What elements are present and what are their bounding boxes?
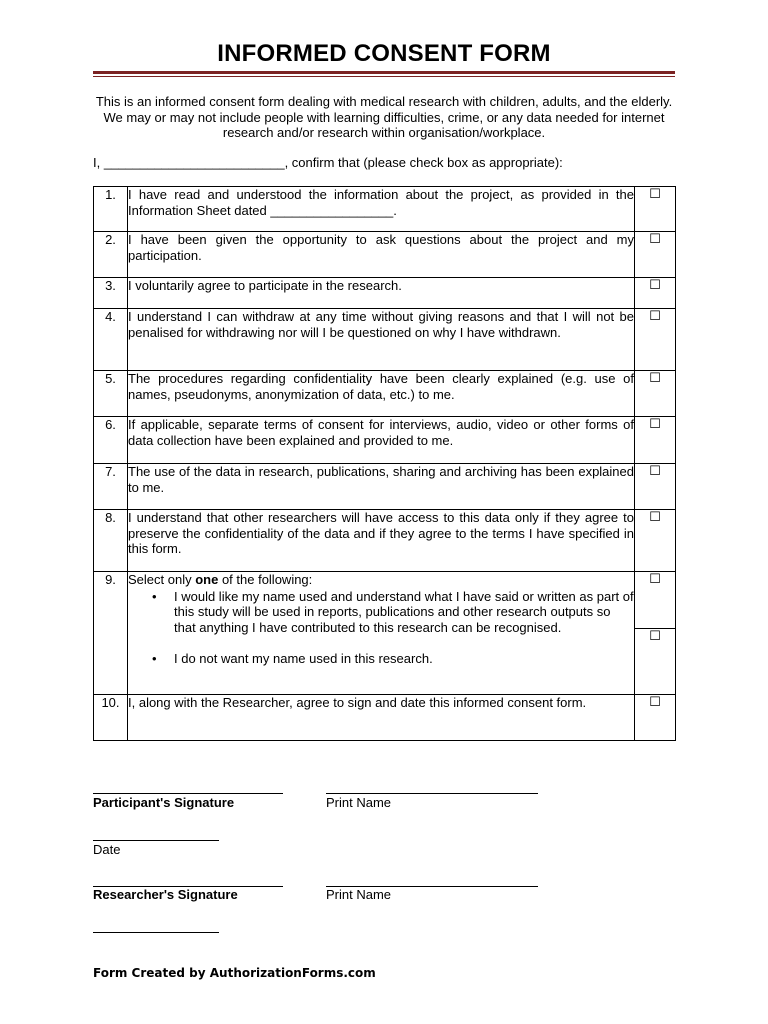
item-number: 1. bbox=[94, 187, 128, 232]
item-number: 6. bbox=[94, 417, 128, 464]
intro-paragraph: This is an informed consent form dealing with medical research with children, adults, and the elderly. We may or may not include people with learning difficulties, crime, or any data needed for internet research and/or research within organisation/workplace. bbox=[95, 94, 673, 140]
checkbox[interactable]: ☐ bbox=[635, 417, 676, 464]
consent-row bbox=[94, 417, 676, 464]
item-text-part: Select only bbox=[128, 572, 196, 587]
consent-row bbox=[94, 572, 676, 629]
checkbox[interactable]: ☐ bbox=[635, 278, 676, 309]
checkbox[interactable]: ☐ bbox=[635, 464, 676, 510]
item-text: The procedures regarding confidentiality have been clearly explained (e.g. use of names, pseudonyms, anonymization of data, etc.) to me. bbox=[128, 371, 634, 402]
item-number: 5. bbox=[94, 371, 128, 417]
item-text: I have read and understood the information about the project, as provided in the Information Sheet dated _________________. bbox=[128, 187, 634, 218]
item-number: 9. bbox=[94, 572, 128, 695]
option-use-name: • I would like my name used and understand what I have said or written as part of this study will be used in reports, publications and other research outputs so that anything I have contributed to this research can be recognised. bbox=[174, 589, 634, 636]
researcher-print-name-label: Print Name bbox=[326, 887, 392, 902]
participant-print-name-line[interactable] bbox=[326, 793, 538, 794]
checkbox[interactable]: ☐ bbox=[635, 510, 676, 572]
item-number: 10. bbox=[94, 695, 128, 741]
title-divider-thin bbox=[93, 76, 675, 77]
item-number: 4. bbox=[94, 309, 128, 371]
participant-signature-label: Participant's Signature bbox=[93, 795, 235, 810]
option-no-name: • I do not want my name used in this research. bbox=[174, 651, 634, 667]
consent-row bbox=[94, 371, 676, 417]
checkbox[interactable]: ☐ bbox=[635, 572, 676, 629]
participant-print-name-label: Print Name bbox=[326, 795, 392, 810]
consent-row bbox=[94, 464, 676, 510]
item-number: 2. bbox=[94, 232, 128, 278]
item-text: I understand that other researchers will have access to this data only if they agree to preserve the confidentiality of the data and if they agree to the terms I have specified in this form. bbox=[128, 510, 634, 556]
consent-row bbox=[94, 232, 676, 278]
checkbox[interactable]: ☐ bbox=[635, 232, 676, 278]
item-number: 8. bbox=[94, 510, 128, 572]
item-number: 7. bbox=[94, 464, 128, 510]
item-number: 3. bbox=[94, 278, 128, 309]
checkbox[interactable]: ☐ bbox=[635, 309, 676, 371]
item-text: The use of the data in research, publications, sharing and archiving has been explained to me. bbox=[128, 464, 634, 495]
consent-table bbox=[93, 186, 676, 741]
researcher-date-line[interactable] bbox=[93, 932, 219, 933]
footer-credit: Form Created by AuthorizationForms.com bbox=[93, 966, 376, 980]
item-text: I, along with the Researcher, agree to sign and date this informed consent form. bbox=[128, 695, 587, 710]
participant-signature-line[interactable] bbox=[93, 793, 283, 794]
checkbox[interactable]: ☐ bbox=[635, 695, 676, 741]
checkbox[interactable]: ☐ bbox=[635, 187, 676, 232]
consent-row bbox=[94, 510, 676, 572]
confirm-statement: I, _________________________, confirm that (please check box as appropriate): bbox=[93, 155, 563, 170]
item-text: I understand I can withdraw at any time without giving reasons and that I will not be penalised for withdrawing nor will I be questioned on why I have withdrawn. bbox=[128, 309, 634, 340]
name-use-options bbox=[128, 589, 634, 667]
date-label: Date bbox=[93, 842, 121, 857]
item-text: If applicable, separate terms of consent for interviews, audio, video or other forms of data collection have been explained and provided to me. bbox=[128, 417, 634, 448]
consent-row bbox=[94, 309, 676, 371]
item-text-emphasis: one bbox=[195, 572, 219, 587]
consent-row bbox=[94, 695, 676, 741]
checkbox[interactable]: ☐ bbox=[635, 371, 676, 417]
title-divider bbox=[93, 71, 675, 74]
checkbox[interactable]: ☐ bbox=[635, 629, 676, 695]
consent-row bbox=[94, 278, 676, 309]
date-line[interactable] bbox=[93, 840, 219, 841]
item-text: I have been given the opportunity to ask questions about the project and my participation. bbox=[128, 232, 634, 263]
consent-row bbox=[94, 187, 676, 232]
form-title: INFORMED CONSENT FORM bbox=[217, 40, 551, 67]
researcher-signature-label: Researcher's Signature bbox=[93, 887, 238, 902]
item-text bbox=[128, 572, 634, 588]
item-text: I voluntarily agree to participate in the research. bbox=[128, 278, 402, 293]
item-text-part: of the following: bbox=[218, 572, 313, 587]
